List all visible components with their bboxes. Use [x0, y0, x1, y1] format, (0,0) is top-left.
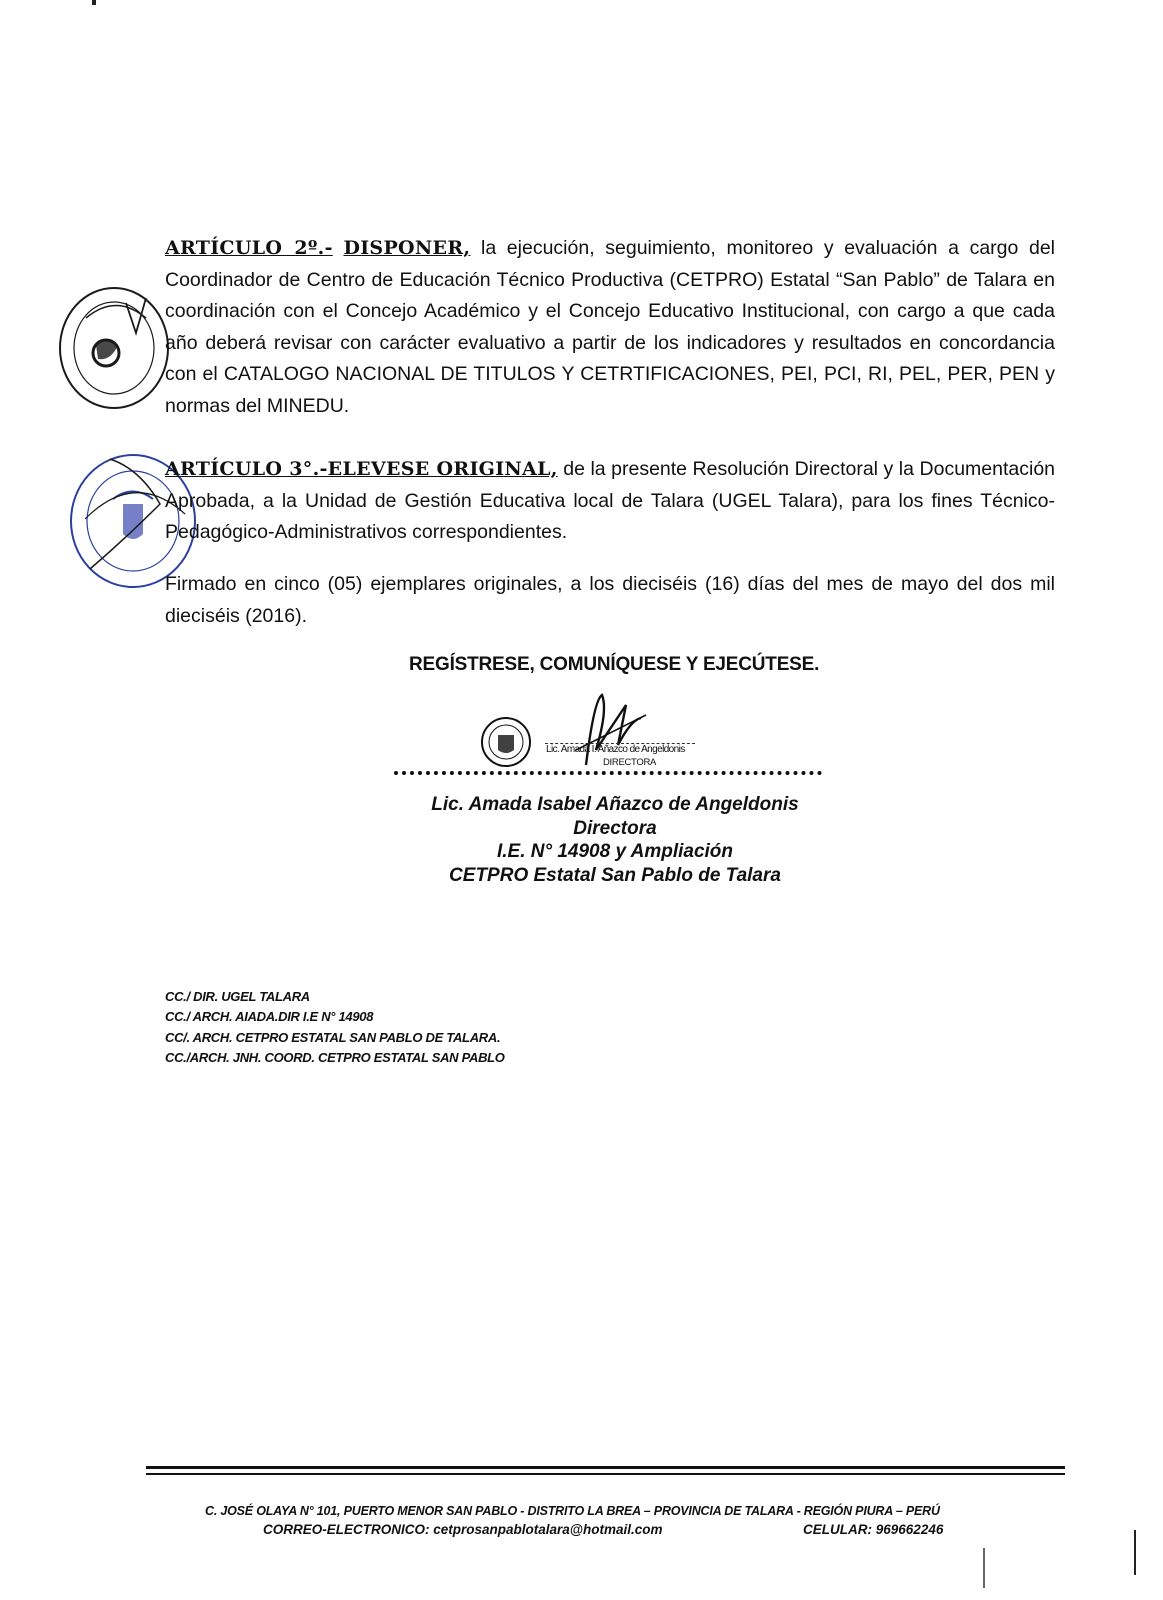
scan-speck	[92, 0, 96, 5]
footer-rule	[146, 1466, 1065, 1469]
stamp-role: DIRECTORA	[603, 757, 657, 768]
firmado-paragraph: Firmado en cinco (05) ejemplares originales, a los dieciséis (16) días del mes de mayo del dos mil dieciséis (2016).	[165, 573, 1055, 627]
footer-email: cetprosanpablotalara@hotmail.com	[433, 1522, 663, 1537]
articulo-2-number: ARTÍCULO 2º.-	[165, 237, 333, 259]
cc-item: CC/. ARCH. CETPRO ESTATAL SAN PABLO DE TALARA.	[165, 1029, 501, 1045]
institution-seal-black	[56, 283, 176, 413]
signature-dotted-line	[394, 771, 822, 775]
articulo-2-paragraph	[165, 233, 1055, 422]
cc-item: CC./ ARCH. AIADA.DIR I.E N° 14908	[165, 1009, 374, 1025]
signer-institution: I.E. N° 14908 y Ampliación	[496, 841, 734, 862]
signature-with-stamp	[476, 690, 706, 790]
articulo-3-heading: ARTÍCULO 3°.-ELEVESE ORIGINAL,	[165, 458, 558, 480]
footer-email-label: CORREO-ELECTRONICO:	[263, 1522, 430, 1537]
articulo-3-paragraph	[165, 454, 1055, 549]
articulo-3-text: de la presente Resolución Directoral y la Documentación Aprobada, a la Unidad de Gestión Educativa local de Talara (UGEL Talara), para los fines Técnico-Pedagógico-Administrativos correspondientes.	[165, 458, 1056, 543]
signer-cetpro: CETPRO Estatal San Pablo de Talara	[449, 864, 781, 886]
signer-block	[380, 793, 850, 887]
closing-formula: REGÍSTRESE, COMUNÍQUESE Y EJECÚTESE.	[409, 654, 820, 675]
signer-name: Lic. Amada Isabel Añazco de Angeldonis	[431, 794, 799, 815]
footer-rule	[146, 1473, 1065, 1475]
signer-title: Directora	[573, 817, 657, 839]
articulo-2-verb: DISPONER,	[343, 237, 471, 259]
footer-cel-line	[803, 1522, 943, 1537]
footer-email-line	[263, 1522, 662, 1537]
scan-speck	[983, 1548, 985, 1588]
footer-cel: 969662246	[875, 1522, 944, 1537]
footer-cel-label: CELULAR:	[803, 1522, 872, 1537]
scan-speck	[1134, 1530, 1136, 1575]
cc-item: CC./ DIR. UGEL TALARA	[165, 989, 310, 1004]
articulo-2-text: la ejecución, seguimiento, monitoreo y evaluación a cargo del Coordinador de Centro de Educación Técnico Productiva (CETPRO) Estatal “San Pablo” de Talara en coordinación con el Concejo Académico y el Concejo Educativo Institucional, con cargo a que cada año deberá revisar con carácter evaluativo a partir de los indicadores y resultados en concordancia con el CATALOGO NACIONAL DE TITULOS Y CETRTIFICACIONES, PEI, PCI, RI, PEL, PER, PEN y normas del MINEDU.	[165, 237, 1056, 417]
footer-address: C. JOSÉ OLAYA N° 101, PUERTO MENOR SAN PABLO - DISTRITO LA BREA – PROVINCIA DE TALARA - REGIÓN PIURA – PERÚ	[205, 1504, 940, 1518]
cc-item: CC./ARCH. JNH. COORD. CETPRO ESTATAL SAN PABLO	[165, 1049, 505, 1065]
cc-list	[165, 987, 505, 1068]
stamp-name: Lic. Amada I. Añazco de Angeldonis	[546, 744, 685, 755]
